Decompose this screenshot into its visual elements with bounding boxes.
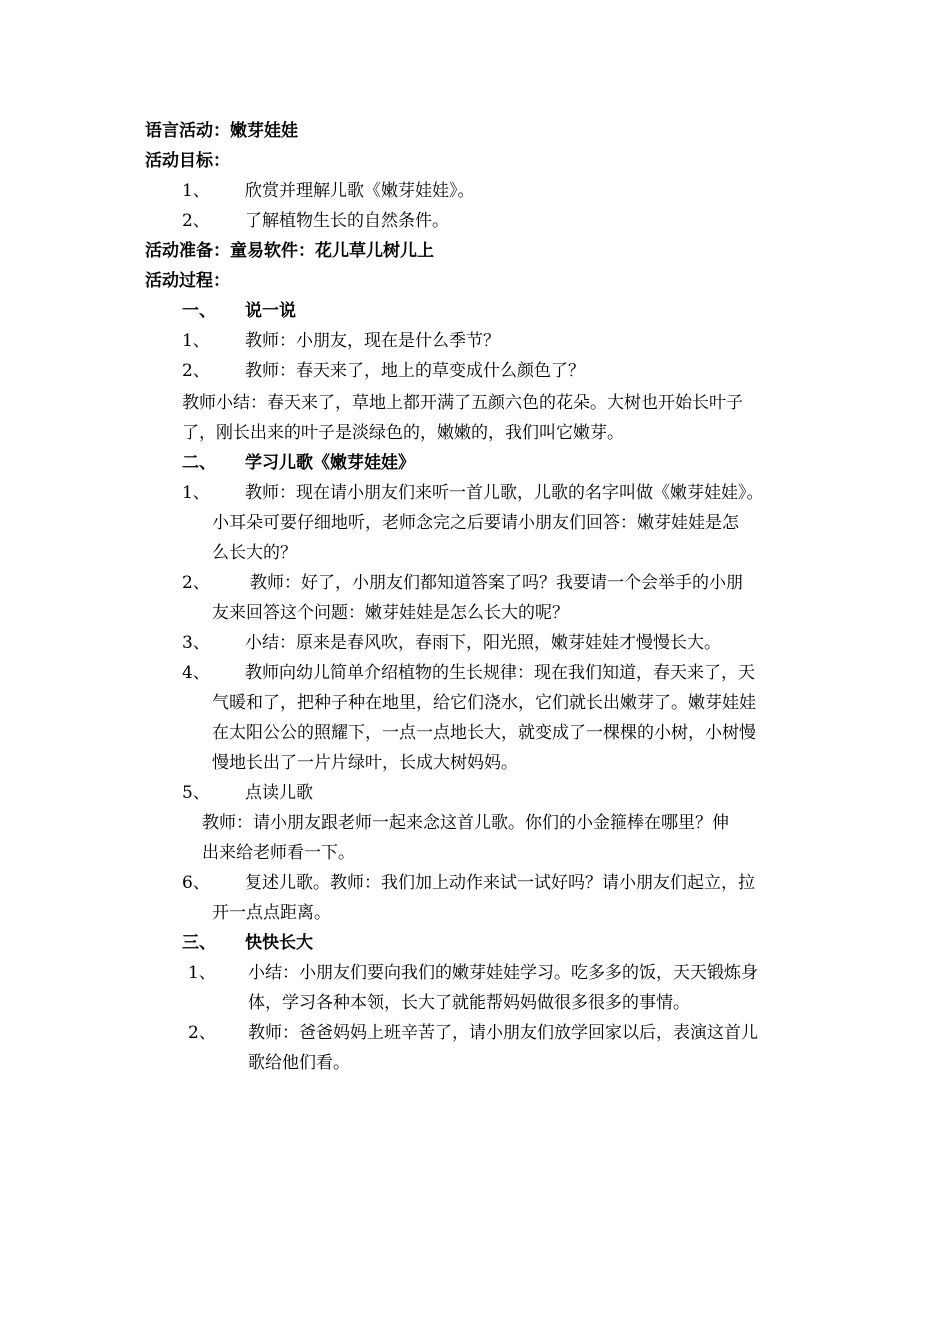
item-number: 3、 <box>182 633 210 653</box>
summary-line: 了，刚长出来的叶子是淡绿色的，嫩嫩的，我们叫它嫩芽。 <box>182 423 624 443</box>
item-text: 教师：现在请小朋友们来听一首儿歌，儿歌的名字叫做《嫩芽娃娃》。 <box>245 483 764 503</box>
item-number: 5、 <box>182 783 210 803</box>
goal-text: 了解植物生长的自然条件。 <box>245 211 449 231</box>
item-text: 小结：小朋友们要向我们的嫩芽娃娃学习。吃多多的饭，天天锻炼身 <box>248 963 758 983</box>
item-number: 1、 <box>188 963 216 983</box>
item-text: 慢地长出了一片片绿叶，长成大树妈妈。 <box>212 753 518 773</box>
summary-line: 教师小结：春天来了，草地上都开满了五颜六色的花朵。大树也开始长叶子 <box>182 393 743 413</box>
item-text: 友来回答这个问题：嫩芽娃娃是怎么长大的呢？ <box>212 603 569 623</box>
section-number: 一、 <box>182 301 216 321</box>
item-number: 6、 <box>182 873 210 893</box>
item-text: 开一点点距离。 <box>212 903 331 923</box>
item-subtext: 出来给老师看一下。 <box>202 843 355 863</box>
item-text: 小耳朵可要仔细地听，老师念完之后要请小朋友们回答：嫩芽娃娃是怎 <box>212 513 739 533</box>
item-text: 教师：小朋友，现在是什么季节？ <box>245 331 500 351</box>
document-title: 语言活动：嫩芽娃娃 <box>145 121 298 141</box>
item-text: 点读儿歌 <box>245 783 313 803</box>
item-text: 气暖和了，把种子种在地里，给它们浇水，它们就长出嫩芽了。嫩芽娃娃 <box>212 693 756 713</box>
item-text: 复述儿歌。教师：我们加上动作来试一试好吗？请小朋友们起立，拉 <box>245 873 755 893</box>
item-text: 在太阳公公的照耀下，一点一点地长大，就变成了一棵棵的小树，小树慢 <box>212 723 756 743</box>
goal-number: 1、 <box>182 181 210 201</box>
section-number: 二、 <box>182 453 216 473</box>
item-number: 1、 <box>182 483 210 503</box>
item-text: 教师：好了，小朋友们都知道答案了吗？我要请一个会举手的小朋 <box>250 573 743 593</box>
section-title: 说一说 <box>245 301 296 321</box>
goal-number: 2、 <box>182 211 210 231</box>
item-number: 1、 <box>182 331 210 351</box>
process-heading: 活动过程： <box>145 271 230 291</box>
item-text: 体，学习各种本领，长大了就能帮妈妈做很多很多的事情。 <box>248 993 690 1013</box>
section-number: 三、 <box>182 933 216 953</box>
section-title: 学习儿歌《嫩芽娃娃》 <box>245 453 415 473</box>
item-subtext: 教师：请小朋友跟老师一起来念这首儿歌。你们的小金箍棒在哪里？伸 <box>202 813 729 833</box>
item-text: 教师：爸爸妈妈上班辛苦了，请小朋友们放学回家以后，表演这首儿 <box>248 1023 758 1043</box>
goals-heading: 活动目标： <box>145 151 230 171</box>
preparation-line: 活动准备：童易软件：花儿草儿树儿上 <box>145 241 434 261</box>
item-number: 2、 <box>182 573 210 593</box>
item-text: 教师：春天来了，地上的草变成什么颜色了？ <box>245 361 585 381</box>
item-number: 4、 <box>182 663 210 683</box>
item-text: 歌给他们看。 <box>248 1053 350 1073</box>
section-title: 快快长大 <box>245 933 313 953</box>
item-number: 2、 <box>182 361 210 381</box>
goal-text: 欣赏并理解儿歌《嫩芽娃娃》。 <box>245 181 475 201</box>
item-text: 么长大的？ <box>212 543 297 563</box>
item-text: 教师向幼儿简单介绍植物的生长规律：现在我们知道，春天来了，天 <box>245 663 755 683</box>
item-text: 小结：原来是春风吹，春雨下，阳光照，嫩芽娃娃才慢慢长大。 <box>245 633 721 653</box>
item-number: 2、 <box>188 1023 216 1043</box>
